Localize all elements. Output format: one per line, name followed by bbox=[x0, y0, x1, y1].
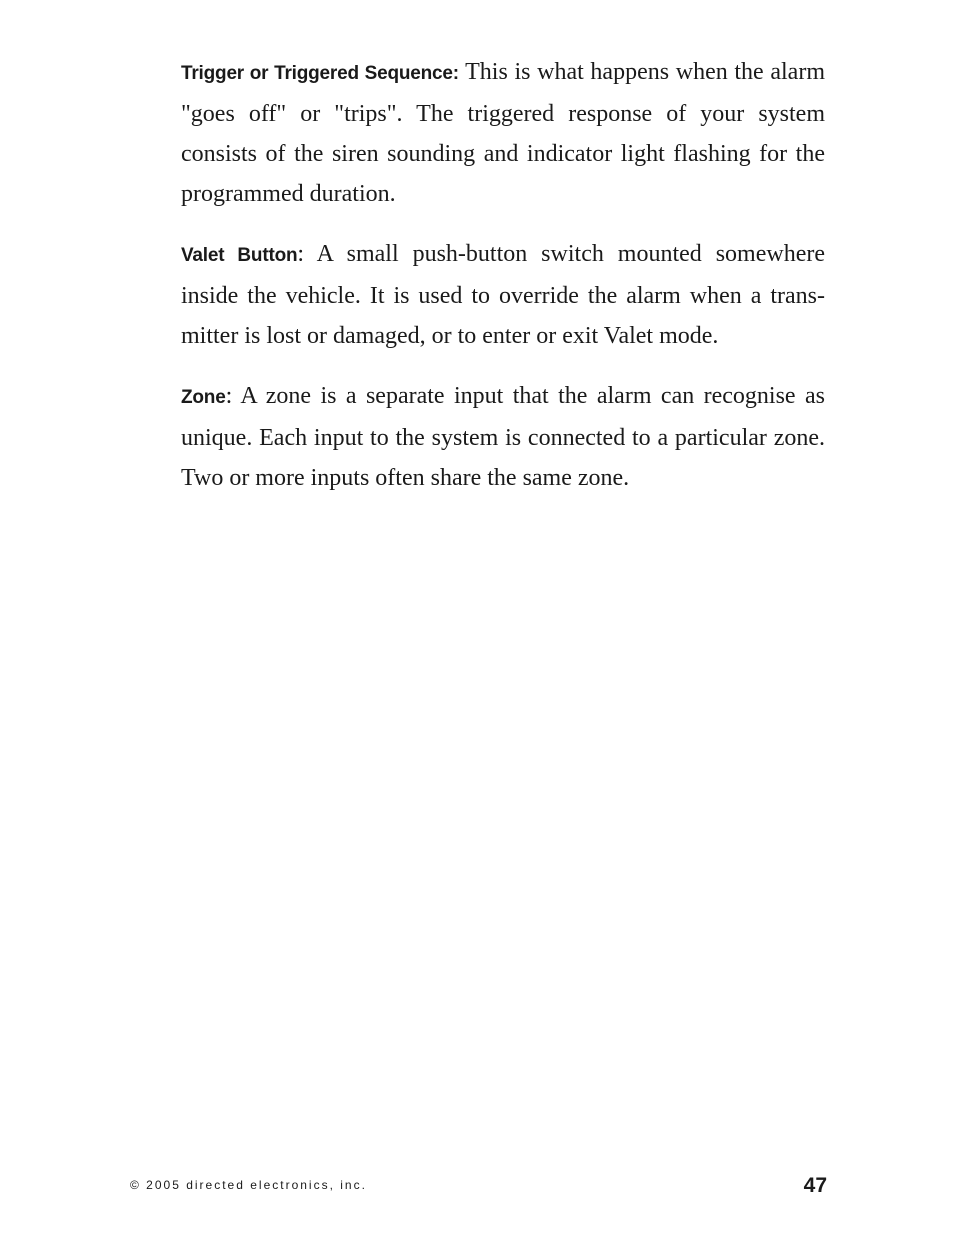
glossary-definition: : A small push-button switch mounted somewhere inside the vehicle. It is used to override the alarm when a trans-mitter is lost or damaged, or to enter or exit Valet mode. bbox=[181, 241, 826, 349]
glossary-term: Zone bbox=[181, 387, 226, 408]
glossary-entry-trigger bbox=[181, 52, 825, 214]
page-number: 47 bbox=[803, 1174, 827, 1197]
glossary-entry-valet-button bbox=[181, 234, 825, 356]
glossary-content bbox=[181, 52, 825, 518]
glossary-term: Trigger or Triggered Sequence: bbox=[181, 63, 459, 84]
glossary-definition: This is what happens when the alarm "goes off" or "trips". The triggered response of your system consists of the siren sounding and indicator light flashing for the programmed duration. bbox=[181, 59, 825, 207]
copyright-notice: © 2005 directed electronics, inc. bbox=[130, 1178, 367, 1192]
glossary-term: Valet Button bbox=[181, 245, 298, 266]
glossary-entry-zone bbox=[181, 376, 825, 498]
glossary-definition: : A zone is a separate input that the alarm can recognise as unique. Each input to the system is connected to a particular zone. Two or more inputs often share the same zone. bbox=[181, 383, 825, 491]
